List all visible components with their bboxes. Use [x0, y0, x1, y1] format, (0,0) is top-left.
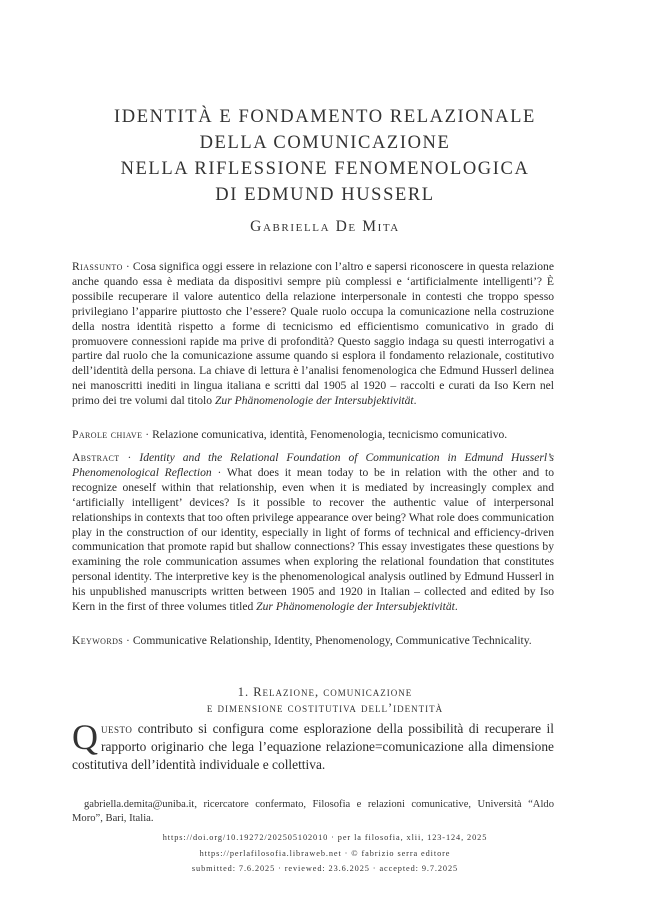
section-heading	[40, 684, 610, 716]
keywords-block	[72, 634, 554, 649]
article-title	[40, 104, 610, 208]
section-heading-line-2: e dimensione costitutiva dell’identità	[206, 701, 444, 715]
riassunto-block	[72, 260, 554, 409]
riassunto-label: Riassunto	[72, 260, 123, 273]
colophon-dates-line: submitted: 7.6.2025 · reviewed: 23.6.2025 · accepted: 9.7.2025	[191, 864, 459, 873]
keywords-label: Keywords	[72, 634, 124, 647]
keywords-text: Communicative Relationship, Identity, Phenomenology, Communicative Technicality.	[132, 634, 532, 647]
title-line-1: IDENTITÀ E FONDAMENTO RELAZIONALE	[114, 107, 536, 127]
title-line-2: DELLA COMUNICAZIONE	[199, 133, 451, 153]
riassunto-text-end: .	[413, 394, 417, 408]
keywords-paragraph	[72, 634, 554, 649]
abstract-text-end: .	[454, 600, 458, 614]
section-heading-line-1: 1. Relazione, comunicazione	[237, 685, 413, 699]
riassunto-work-title: Zur Phänomenologie der Intersubjektivität	[214, 394, 414, 408]
parole-chiave-text: Relazione comunicativa, identità, Fenomenologia, tecnicismo comunicativo.	[152, 428, 508, 441]
author-footnote	[72, 798, 554, 825]
abstract-separator-2: ·	[211, 465, 227, 479]
abstract-separator: ·	[119, 451, 140, 464]
abstract-label: Abstract	[72, 451, 120, 464]
author-name: Gabriella De Mita	[250, 218, 400, 235]
parole-chiave-separator: ·	[142, 428, 153, 441]
parole-chiave-label: Parole chiave	[72, 428, 143, 441]
footnote-text: gabriella.demita@uniba.it, ricercatore confermato, Filosofia e relazioni comunicative, Università “Aldo Moro”, Bari, Italia.	[72, 799, 554, 824]
body-paragraph	[72, 717, 554, 774]
parole-chiave-block	[72, 428, 554, 443]
abstract-block	[72, 451, 554, 615]
abstract-english-title: Identity and the Relational Foundation of Communication in Edmund Husserl’s Phenomenological Reflection	[72, 451, 554, 479]
parole-chiave-paragraph	[72, 428, 554, 443]
body-lead-word: uesto	[101, 721, 133, 736]
colophon-publisher-line: https://perlafilosofia.libraweb.net · © fabrizio serra editore	[199, 848, 451, 858]
abstract-paragraph	[72, 451, 554, 615]
riassunto-text: Cosa significa oggi essere in relazione con l’altro e sapersi riconoscere in questa relazione anche quando essa è mediata da dispositivi sempre più complessi e ‘artificialmente intelligenti’? È possibile recuperare il valore autentico della relazione interpersonale in contesti che troppo spesso privilegiano l’apparire piuttosto che l’essere? Quale ruolo occupa la comunicazione nella costruzione della nostra identità rispetto a forme di tecnicismo ed efficientismo comunicativo in grado di promuovere connessioni rapide ma prive di profondità? Questo saggio indaga su questi interrogativi a partire dal ruolo che la comunicazione assume quando si esplora il fondamento relazionale, costitutivo dell’identità della persona. La chiave di lettura è l’analisi fenomenologica che Edmund Husserl delinea nei manoscritti inediti in lingua italiana e scritti dal 1905 al 1920 – raccolti e curati da Iso Kern nel primo dei tre volumi dal titolo	[72, 260, 554, 408]
keywords-separator: ·	[123, 634, 133, 647]
riassunto-paragraph	[72, 260, 554, 409]
body-text: contributo si configura come esplorazione della possibilità di recuperare il rapporto originario che lega l’equazione relazione=comunicazione alla dimensione costitutiva dell’identità individuale e collettiva.	[72, 721, 554, 772]
drop-cap: Q	[72, 717, 98, 757]
riassunto-separator: ·	[122, 260, 133, 273]
title-line-3: NELLA RIFLESSIONE FENOMENOLOGICA	[120, 159, 530, 179]
colophon-doi-line: https://doi.org/10.19272/202505102010 · per la filosofia, xlii, 123-124, 2025	[162, 833, 488, 842]
abstract-work-title: Zur Phänomenologie der Intersubjektivität	[256, 600, 455, 614]
abstract-text: What does it mean today to be in relation with the other and to recognize oneself within that relationship, even when it is mediated by increasingly complex and ‘artificially intelligent’ devices? Is it possible to recover the authentic value of interpersonal relationships in contexts that too often privilege appearance over being? What role does communication play in the construction of our identity, especially in light of forms of technical and efficiency-driven communication that promote rapid but shallow connections? This essay investigates these questions by examining the role communication assumes when exploring the relational foundation that constitutes personal identity. The interpretive key is the phenomenological analysis outlined by Edmund Husserl in his unpublished manuscripts written between 1905 and 1920 in Italian – collected and edited by Iso Kern in the first of three volumes titled	[72, 465, 555, 614]
colophon	[40, 830, 610, 877]
title-line-4: DI EDMUND HUSSERL	[215, 185, 435, 205]
